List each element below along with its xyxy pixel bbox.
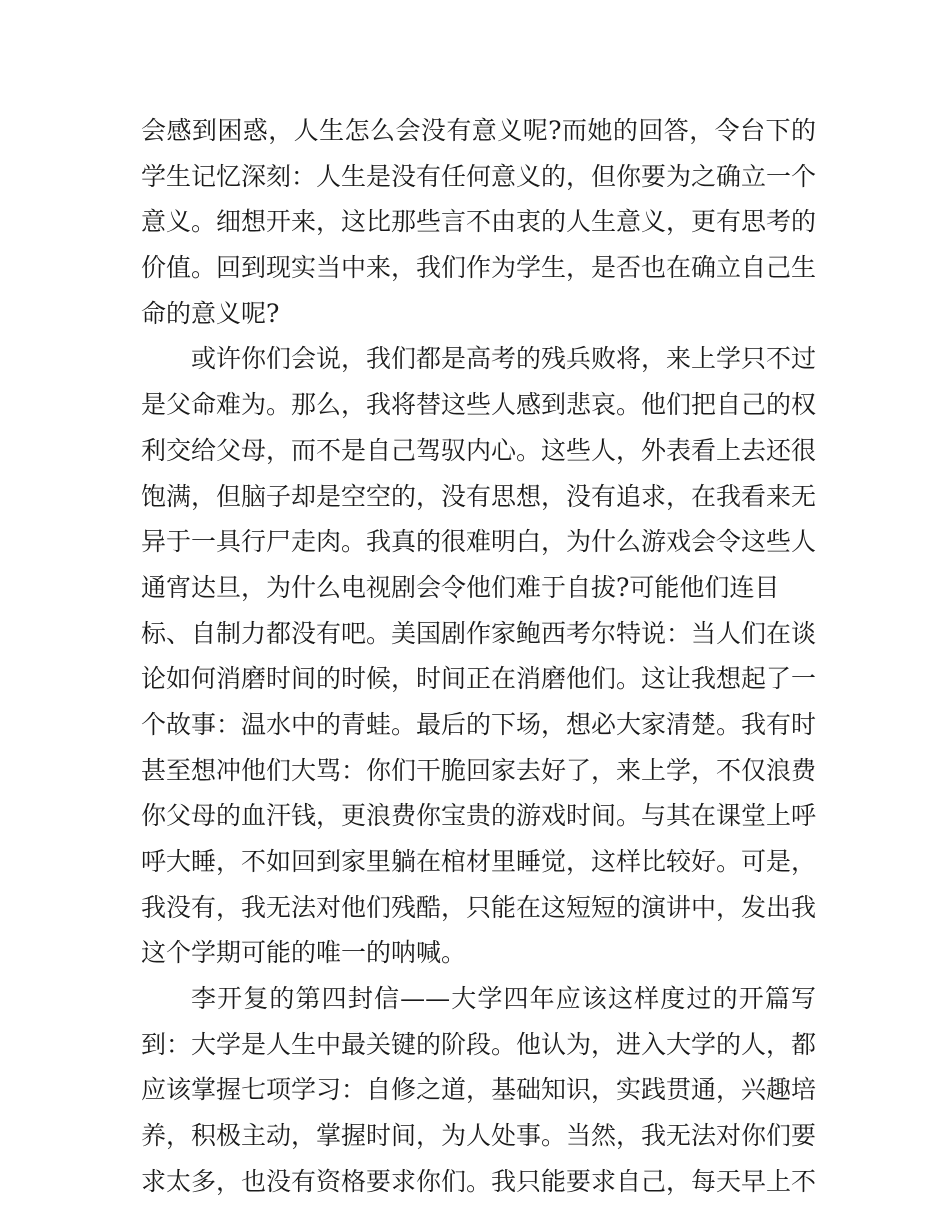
text-line: 或许你们会说，我们都是高考的残兵败将，来上学只不过 <box>191 344 817 374</box>
text-line: 我没有，我无法对他们残酷，只能在这短短的演讲中，发出我 <box>141 892 817 922</box>
text-line: 利交给父母，而不是自己驾驭内心。这些人，外表看上去还很 <box>141 435 817 465</box>
text-line: 这个学期可能的唯一的呐喊。 <box>141 938 467 968</box>
text-line: 论如何消磨时间的时候，时间正在消磨他们。这让我想起了一 <box>141 664 817 694</box>
text-line: 饱满，但脑子却是空空的，没有思想，没有追求，在我看来无 <box>141 481 817 511</box>
text-line: 命的意义呢? <box>141 298 280 328</box>
text-line: 是父命难为。那么，我将替这些人感到悲哀。他们把自己的权 <box>141 390 817 420</box>
text-line: 标、自制力都没有吧。美国剧作家鲍西考尔特说：当人们在谈 <box>141 618 817 648</box>
text-line: 意义。细想开来，这比那些言不由衷的人生意义，更有思考的 <box>141 207 817 237</box>
body-text <box>141 108 816 1205</box>
text-line: 你父母的血汗钱，更浪费你宝贵的游戏时间。与其在课堂上呼 <box>141 801 817 831</box>
text-line: 甚至想冲他们大骂：你们干脆回家去好了，来上学，不仅浪费 <box>141 755 817 785</box>
text-line: 到：大学是人生中最关键的阶段。他认为，进入大学的人，都 <box>141 1029 817 1059</box>
text-line: 学生记忆深刻：人生是没有任何意义的，但你要为之确立一个 <box>141 161 817 191</box>
text-line: 呼大睡，不如回到家里躺在棺材里睡觉，这样比较好。可是， <box>141 847 817 876</box>
text-line: 会感到困惑，人生怎么会没有意义呢?而她的回答，令台下的 <box>141 116 816 145</box>
text-line: 李开复的第四封信——大学四年应该这样度过的开篇写 <box>191 984 816 1014</box>
text-line: 应该掌握七项学习：自修之道，基础知识，实践贯通，兴趣培 <box>141 1075 817 1105</box>
text-line: 个故事：温水中的青蛙。最后的下场，想必大家清楚。我有时 <box>141 709 817 739</box>
text-line: 养，积极主动，掌握时间，为人处事。当然，我无法对你们要 <box>141 1121 817 1151</box>
text-line: 价值。回到现实当中来，我们作为学生，是否也在确立自己生 <box>141 253 817 283</box>
text-line: 异于一具行尸走肉。我真的很难明白，为什么游戏会令这些人 <box>141 527 817 557</box>
text-line: 求太多，也没有资格要求你们。我只能要求自己，每天早上不 <box>141 1166 817 1196</box>
text-line: 通宵达旦，为什么电视剧会令他们难于自拔?可能他们连目 <box>141 572 780 602</box>
